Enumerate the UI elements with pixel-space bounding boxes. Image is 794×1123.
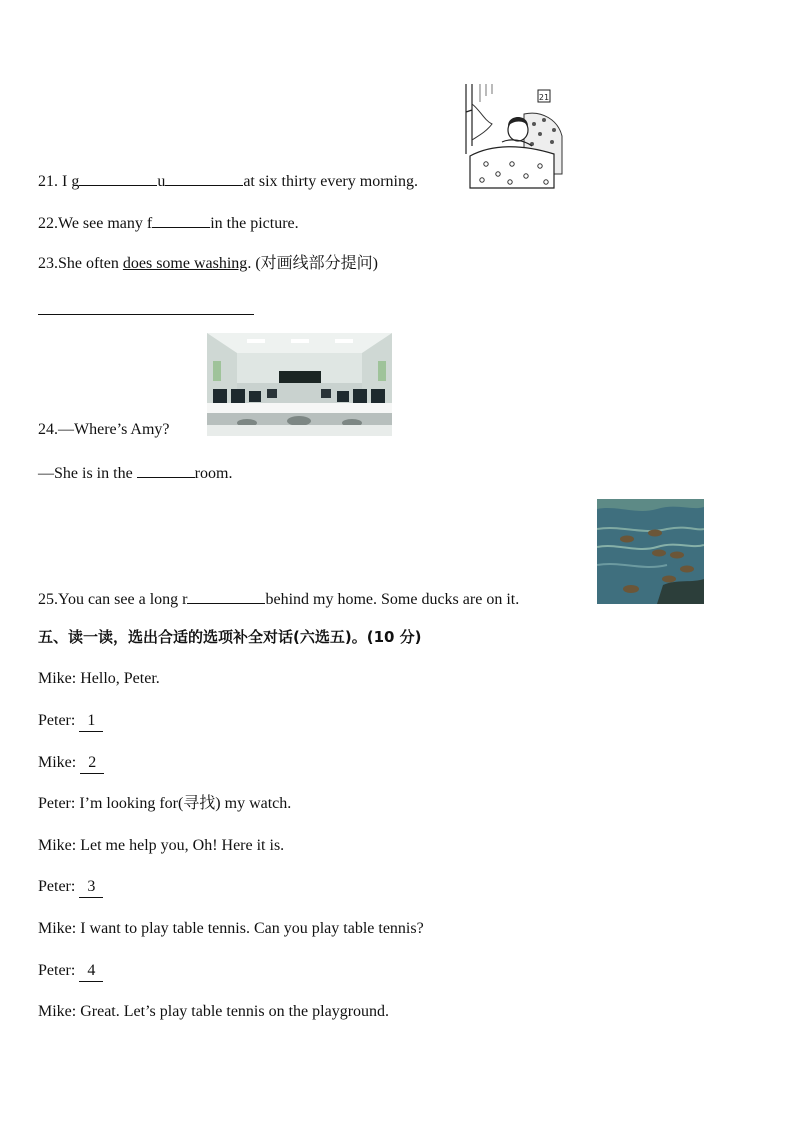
text: in the picture. [210,215,299,232]
underlined-phrase: does some washing [122,255,248,272]
dialogue-text: Great. Let’s play table tennis on the playground. [80,1003,390,1020]
picture-number: 21 [538,93,550,102]
speaker: Mike: [38,670,77,687]
question-number: 23. [38,255,58,272]
question-number: 22. [38,215,58,232]
blank [152,212,210,228]
question-24-answer [38,462,232,484]
river-ducks-picture [597,499,704,604]
question-21 [38,170,418,192]
answer-blank: 1 [79,711,103,732]
dialogue-line [38,836,284,856]
question-number: 25. [38,591,58,608]
text: We see many f [58,215,153,232]
question-number: 21. [38,173,58,190]
question-number: 24. [38,421,58,438]
question-24 [38,420,170,440]
text: She often [58,255,123,272]
speaker: Peter: [38,878,76,895]
text: room. [194,465,233,482]
answer-blank: 3 [79,877,103,898]
speaker: Mike: [38,920,77,937]
blank [137,462,195,478]
dialogue-text: Hello, Peter. [80,670,160,687]
blank [79,170,157,186]
text: behind my home. Some ducks are on it. [265,591,520,608]
answer-line [38,314,254,315]
text: —She is in the [38,465,137,482]
answer-blank: 4 [79,961,103,982]
question-23 [38,254,378,274]
text: I g [62,173,80,190]
speaker: Mike: [38,754,77,771]
speaker: Peter: [38,712,76,729]
dialogue-line [38,711,103,732]
dialogue-line [38,919,424,939]
text: u [157,173,166,190]
dialogue-line [38,877,103,898]
dialogue-line [38,753,104,774]
speaker: Mike: [38,837,77,854]
answer-blank: 2 [80,753,104,774]
dialogue-text: I want to play table tennis. Can you play table tennis? [80,920,424,937]
speaker: Mike: [38,1003,77,1020]
text: You can see a long r [58,591,188,608]
blank [187,588,265,604]
question-25 [38,588,519,610]
computer-room-picture [207,333,392,436]
section-heading: 五、读一读，选出合适的选项补全对话(六选五)。(10 分) [38,628,422,646]
text: at six thirty every morning. [243,173,418,190]
speaker: Peter: [38,962,76,979]
dialogue-text: I’m looking for(寻找) my watch. [79,795,292,812]
question-22 [38,212,299,234]
dialogue-text: Let me help you, Oh! Here it is. [80,837,285,854]
blank [165,170,243,186]
text: —Where’s Amy? [58,421,170,438]
dialogue-line [38,961,103,982]
dialogue-line [38,669,160,689]
text: . (对画线部分提问) [247,255,378,272]
dialogue-line [38,1002,389,1022]
getting-up-picture [462,84,564,190]
dialogue-line [38,794,291,814]
speaker: Peter: [38,795,76,812]
